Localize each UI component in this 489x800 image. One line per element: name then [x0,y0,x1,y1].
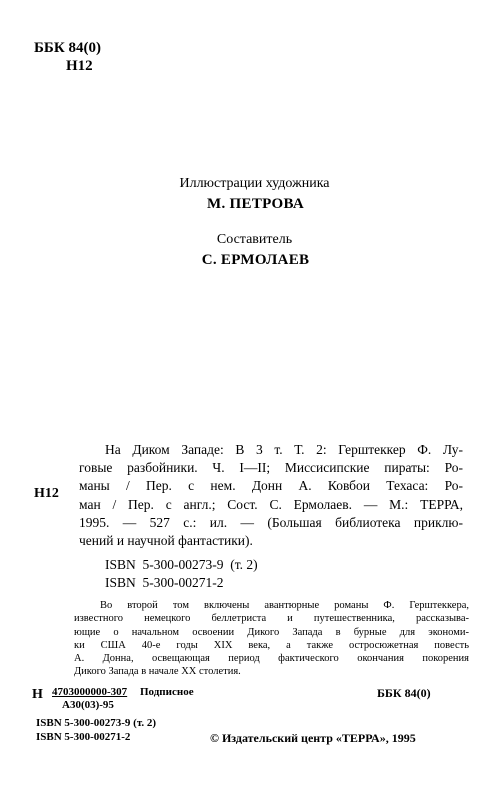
bibliographic-description [79,441,463,550]
annotation-line: известного немецкого беллетриста и путешественника, рассказыва- [74,613,469,625]
imprint-code: 4703000000-307 [52,686,128,698]
subscription-label: Подписное [140,686,194,698]
bibliography-line: говые разбойники. Ч. I—II; Миссисипские пираты: Ро- [79,460,463,476]
bbk-classification: ББК 84(0) [34,40,101,56]
bbk-classification-bottom: ББК 84(0) [377,686,431,700]
annotation-line: ки США 40-е годы XIX века, а также остросюжетная повесть [74,639,469,651]
isbn-imprint-2: ISBN 5-300-00271-2 [36,731,131,743]
isbn-note: (т. 2) [230,557,258,572]
bibliography-line: 1995. — 527 с.: ил. — (Большая библиотека приклю- [79,514,463,530]
isbn-number: 5-300-00273-9 [142,557,224,572]
bibliography-line: ман / Пер. с англ.; Сост. С. Ермолаев. — М.: ТЕРРА, [79,496,463,512]
copyright-notice: © Издательский центр «ТЕРРА», 1995 [210,731,416,745]
isbn-list [105,556,258,592]
annotation-line: Дикого Запада в начале XX столетия. [74,666,241,678]
annotation [74,599,469,679]
isbn-number: 5-300-00271-2 [142,575,224,590]
bibliography-line: чений и научной фантастики). [79,533,253,549]
compiler-role: Составитель [216,232,293,247]
bibliography-line: маны / Пер. с нем. Донн А. Ковбои Техаса: Ро- [79,478,463,494]
illustrator-role: Иллюстрации художника [179,176,330,191]
annotation-line: ющие о начальном освоении Дикого Запада в бурные для экономи- [74,626,469,638]
isbn-row [105,556,258,574]
illustrator-name: М. ПЕТРОВА [207,196,304,212]
author-mark: Н12 [66,58,93,74]
isbn-row [105,574,258,592]
bibliography-author-mark: Н12 [34,486,59,501]
annotation-line: Во второй том включены авантюрные романы Ф. Герштеккера, [100,600,469,611]
annotation-line: А. Донна, освещающая период фактического окончания покорения [74,653,469,665]
isbn-label: ISBN [105,557,136,572]
isbn-imprint-1: ISBN 5-300-00273-9 (т. 2) [36,717,157,729]
isbn-label: ISBN [105,575,136,590]
imprint-subcode: А30(03)-95 [62,699,114,711]
compiler-name: С. ЕРМОЛАЕВ [201,252,310,268]
bibliography-line: На Диком Западе: В 3 т. Т. 2: Герштеккер Ф. Лу- [105,442,463,457]
imprint-letter: Н [32,687,43,702]
